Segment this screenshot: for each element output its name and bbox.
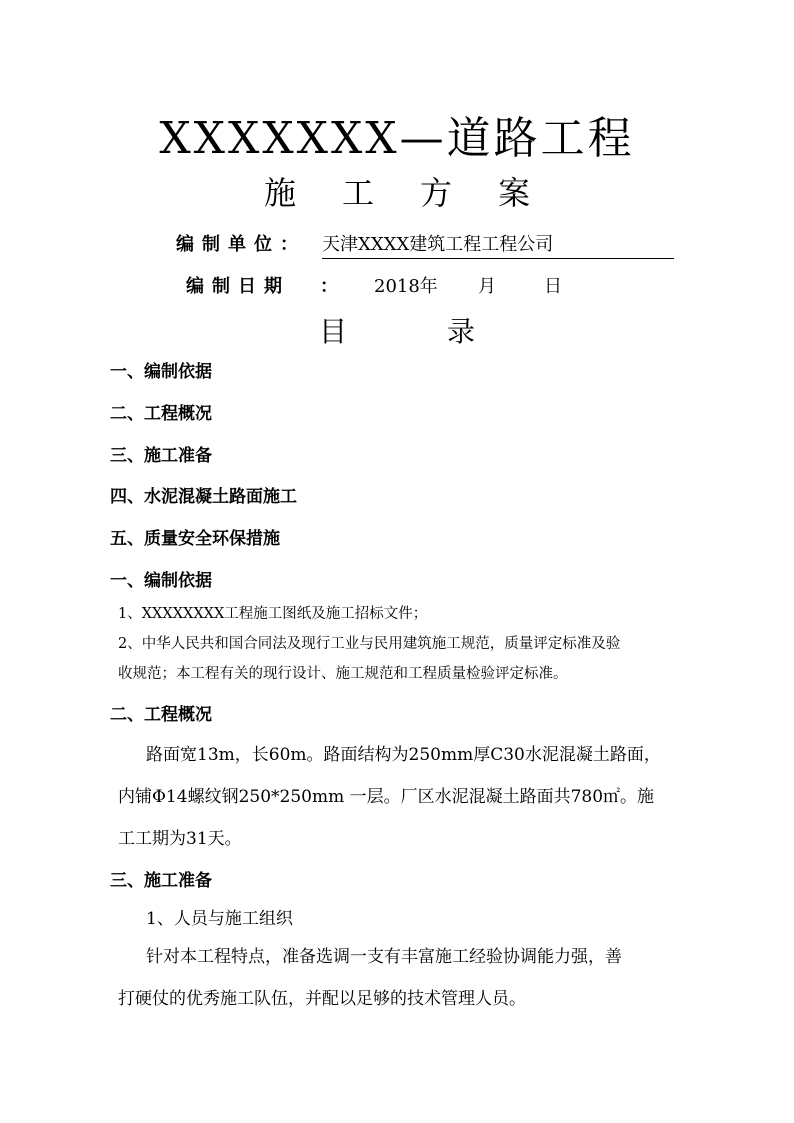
subtitle-char: 施 (263, 174, 296, 212)
toc-title (0, 310, 794, 350)
paragraph-line: 打硬仗的优秀施工队伍，并配以足够的技术管理人员。 (118, 989, 526, 1009)
date-colon: ： (320, 276, 338, 297)
date-row (0, 272, 794, 302)
document-title: XXXXXXX—道路工程 (159, 113, 635, 164)
date-year: 2018年 (374, 276, 438, 297)
unit-row (0, 230, 794, 260)
paragraph-line: 1、XXXXXXXX工程施工图纸及施工招标文件； (118, 606, 428, 622)
section-heading: 二、工程概况 (110, 705, 212, 725)
subtitle-char: 方 (420, 174, 453, 212)
toc-title-char: 目 (318, 315, 347, 348)
unit-label: 编制单位： (176, 234, 306, 255)
toc-item: 三、施工准备 (110, 446, 212, 466)
toc-item: 四、水泥混凝土路面施工 (110, 487, 297, 507)
paragraph-line: 内铺Φ14螺纹钢250*250mm 一层。厂区水泥混凝土路面共780㎡。施 (118, 787, 655, 807)
subtitle-char: 工 (341, 174, 374, 212)
paragraph-line: 收规范；本工程有关的现行设计、施工规范和工程质量检验评定标准。 (118, 666, 568, 682)
toc-title-char: 录 (447, 315, 476, 348)
toc-item: 五、质量安全环保措施 (110, 529, 280, 549)
date-label: 编制日期 (186, 276, 290, 297)
subsection-title: 1、人员与施工组织 (146, 909, 293, 929)
document-subtitle (0, 168, 794, 214)
toc-item: 二、工程概况 (110, 404, 212, 424)
section-heading: 三、施工准备 (110, 871, 212, 891)
date-month: 月 (478, 276, 496, 297)
paragraph-line: 针对本工程特点，准备选调一支有丰富施工经验协调能力强，善 (146, 947, 622, 967)
paragraph-line: 2、中华人民共和国合同法及现行工业与民用建筑施工规范，质量评定标准及验 (118, 636, 621, 652)
section-heading: 一、编制依据 (110, 571, 212, 591)
paragraph-line: 工工期为31天。 (118, 829, 242, 849)
subtitle-char: 案 (498, 174, 531, 212)
toc-item: 一、编制依据 (110, 362, 212, 382)
unit-value: 天津XXXX建筑工程工程公司 (322, 230, 674, 259)
date-day: 日 (544, 276, 562, 297)
paragraph-line: 路面宽13m，长60m。路面结构为250mm厚C30水泥混凝土路面， (146, 745, 661, 765)
